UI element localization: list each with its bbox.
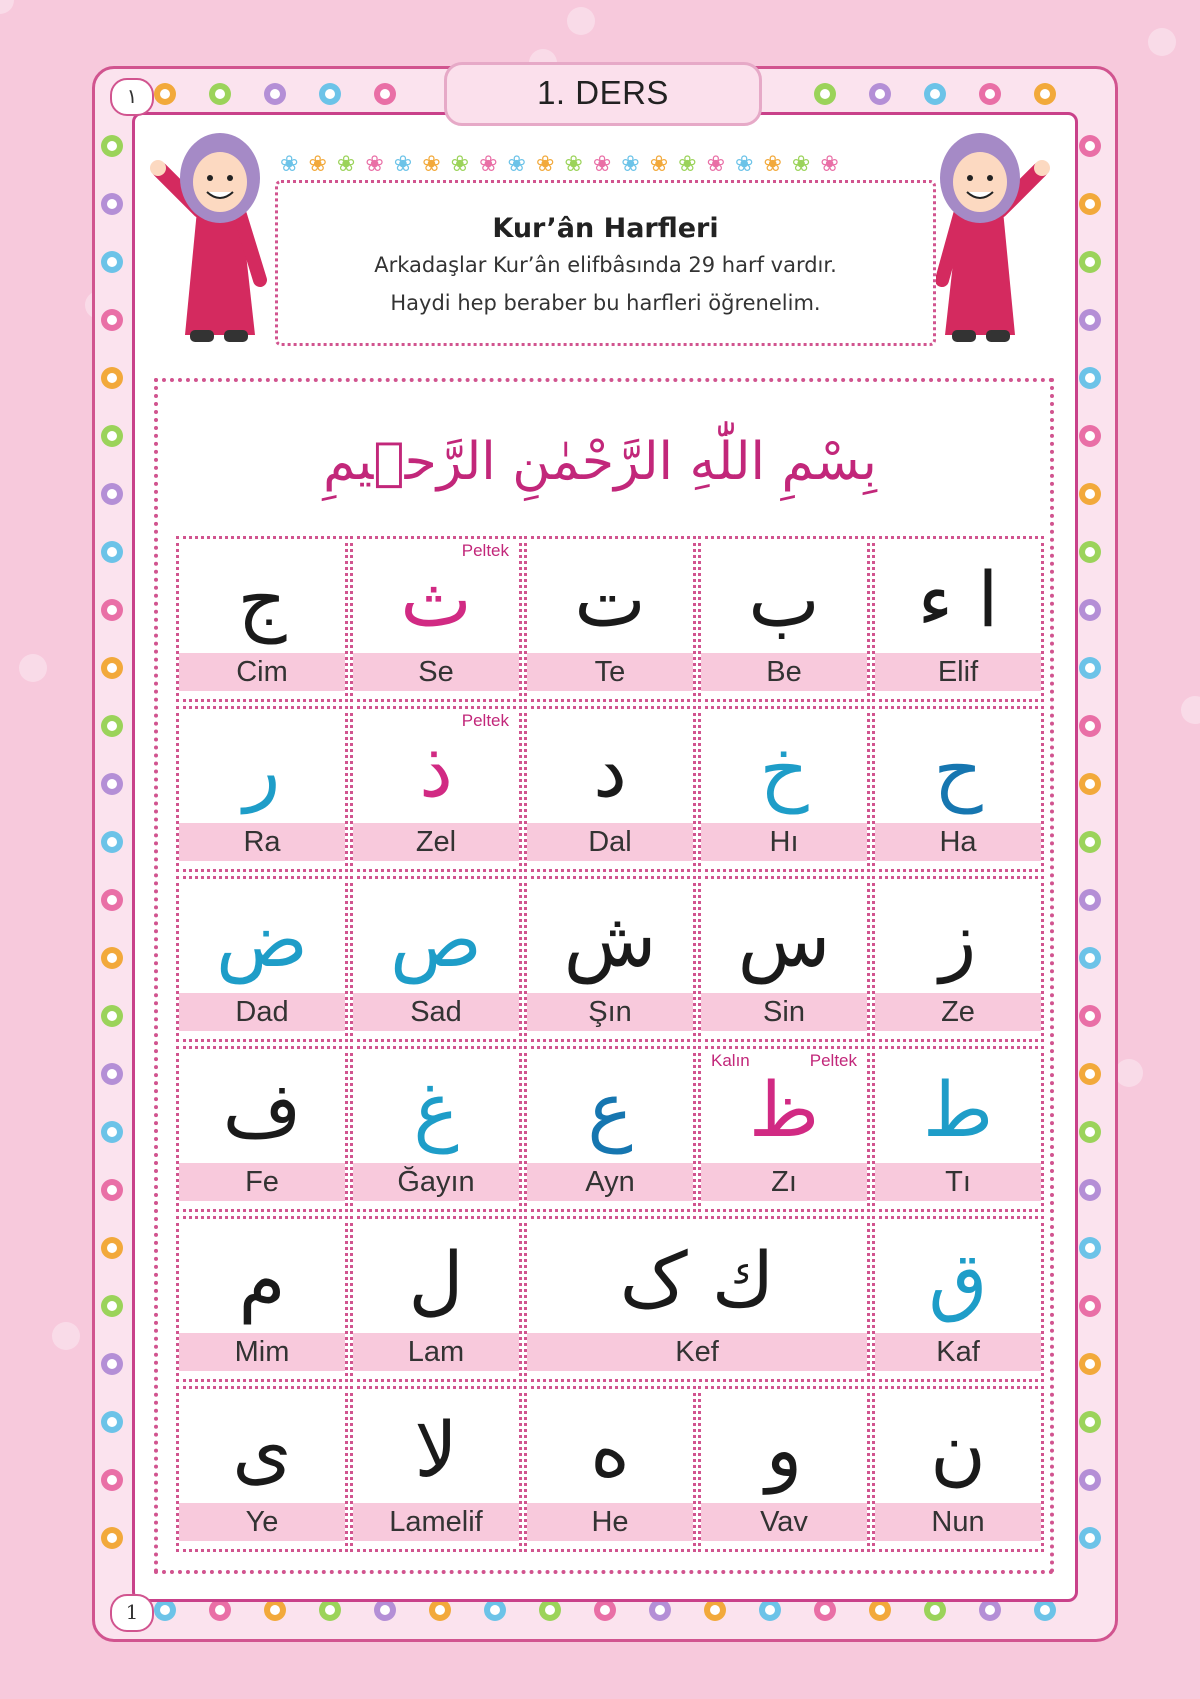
intro-line-2: Haydi hep beraber bu harfleri öğrenelim.	[390, 291, 821, 315]
letter-card	[698, 706, 870, 872]
basmala: بِسْمِ اللّٰهِ الرَّحْمٰنِ الرَّح۪يمِ	[323, 432, 877, 492]
page-number: 1	[110, 1594, 154, 1632]
letter-glyph: لا	[414, 1405, 458, 1494]
letter-glyph: ب	[748, 555, 820, 644]
letter-name: Lamelif	[353, 1503, 519, 1541]
letter-card	[176, 536, 348, 702]
letter-card	[872, 536, 1044, 702]
letter-card	[176, 1216, 348, 1382]
letter-glyph: ث	[400, 555, 472, 644]
letter-card	[176, 706, 348, 872]
letter-glyph: ى	[232, 1405, 292, 1494]
letter-name: He	[527, 1503, 693, 1541]
letter-name: Sin	[701, 993, 867, 1031]
letter-glyph: ش	[563, 895, 657, 984]
letter-glyph: ظ	[748, 1065, 820, 1154]
girl-illustration-left	[150, 130, 280, 350]
letter-name: Zel	[353, 823, 519, 861]
letter-glyph: س	[737, 895, 831, 984]
letter-card	[872, 706, 1044, 872]
letter-card	[698, 536, 870, 702]
letter-glyph: ج	[237, 555, 287, 644]
letter-glyph: ع	[587, 1065, 633, 1154]
letter-card	[872, 1386, 1044, 1552]
letter-glyph: ح	[933, 725, 983, 814]
letter-card	[350, 536, 522, 702]
letter-glyph: ذ	[419, 725, 453, 814]
letter-card	[524, 706, 696, 872]
letter-glyph: ز	[939, 895, 977, 984]
letter-name: Ayn	[527, 1163, 693, 1201]
letter-name: Şın	[527, 993, 693, 1031]
letter-card	[350, 1046, 522, 1212]
letter-glyph: ك ک	[619, 1235, 775, 1324]
pronunciation-note-2: Kalın	[711, 1051, 750, 1070]
letter-name: Zı	[701, 1163, 867, 1201]
letter-name: Kaf	[875, 1333, 1041, 1371]
letter-glyph: غ	[413, 1065, 459, 1154]
letter-name: Ha	[875, 823, 1041, 861]
letter-glyph: د	[593, 725, 627, 814]
letter-glyph: ض	[216, 895, 308, 984]
letter-name: Dal	[527, 823, 693, 861]
letter-name: Sad	[353, 993, 519, 1031]
letter-glyph: ق	[928, 1235, 988, 1324]
letter-name: Se	[353, 653, 519, 691]
pronunciation-note: Peltek	[461, 711, 509, 730]
letter-glyph: ن	[930, 1405, 986, 1494]
letter-card	[524, 1216, 870, 1382]
letter-glyph: ف	[222, 1065, 302, 1154]
letter-card	[176, 1046, 348, 1212]
letter-card	[350, 1386, 522, 1552]
letter-name: Ra	[179, 823, 345, 861]
letter-name: Tı	[875, 1163, 1041, 1201]
letter-glyph: ص	[390, 895, 482, 984]
letter-name: Kef	[527, 1333, 867, 1371]
intro-line-1: Arkadaşlar Kur’ân elifbâsında 29 harf vardır.	[374, 253, 837, 277]
butterfly-decoration: ❀ ❀ ❀ ❀ ❀ ❀ ❀ ❀ ❀ ❀ ❀ ❀ ❀ ❀ ❀ ❀ ❀ ❀ ❀ ❀	[280, 152, 843, 177]
page-number-arabic: ١	[110, 78, 154, 116]
letter-card	[872, 1046, 1044, 1212]
letter-card	[698, 1046, 870, 1212]
letter-card	[698, 1386, 870, 1552]
girl-illustration-right	[920, 130, 1050, 350]
letter-name: Dad	[179, 993, 345, 1031]
lesson-title: 1. DERS	[444, 62, 762, 126]
letter-card	[176, 1386, 348, 1552]
letter-name: Ğayın	[353, 1163, 519, 1201]
letter-name: Hı	[701, 823, 867, 861]
letter-card	[176, 876, 348, 1042]
letter-name: Nun	[875, 1503, 1041, 1541]
letter-name: Be	[701, 653, 867, 691]
letter-glyph: خ	[759, 725, 809, 814]
pronunciation-note: Peltek	[461, 541, 509, 560]
letter-name: Vav	[701, 1503, 867, 1541]
letter-card	[698, 876, 870, 1042]
letter-name: Mim	[179, 1333, 345, 1371]
letter-name: Lam	[353, 1333, 519, 1371]
letter-name: Elif	[875, 653, 1041, 691]
intro-title: Kur’ân Harfleri	[492, 213, 719, 244]
letter-card	[872, 876, 1044, 1042]
pronunciation-note: Peltek	[809, 1051, 857, 1070]
letter-name: Cim	[179, 653, 345, 691]
letter-name: Ye	[179, 1503, 345, 1541]
letter-glyph: ل	[408, 1235, 464, 1324]
letter-glyph: و	[765, 1405, 803, 1494]
letter-glyph: ه	[590, 1405, 630, 1494]
letter-card	[350, 876, 522, 1042]
letter-card	[872, 1216, 1044, 1382]
letter-name: Ze	[875, 993, 1041, 1031]
letter-card	[350, 706, 522, 872]
letter-glyph: ت	[574, 555, 646, 644]
letter-card	[350, 1216, 522, 1382]
letter-card	[524, 536, 696, 702]
letter-glyph: ا ء	[917, 555, 999, 644]
letter-glyph: ط	[922, 1065, 994, 1154]
letter-card	[524, 1386, 696, 1552]
intro-box	[275, 180, 936, 346]
letter-card	[524, 876, 696, 1042]
letter-name: Fe	[179, 1163, 345, 1201]
letter-glyph: م	[238, 1235, 286, 1324]
letter-glyph: ر	[243, 725, 281, 814]
letter-name: Te	[527, 653, 693, 691]
letter-card	[524, 1046, 696, 1212]
